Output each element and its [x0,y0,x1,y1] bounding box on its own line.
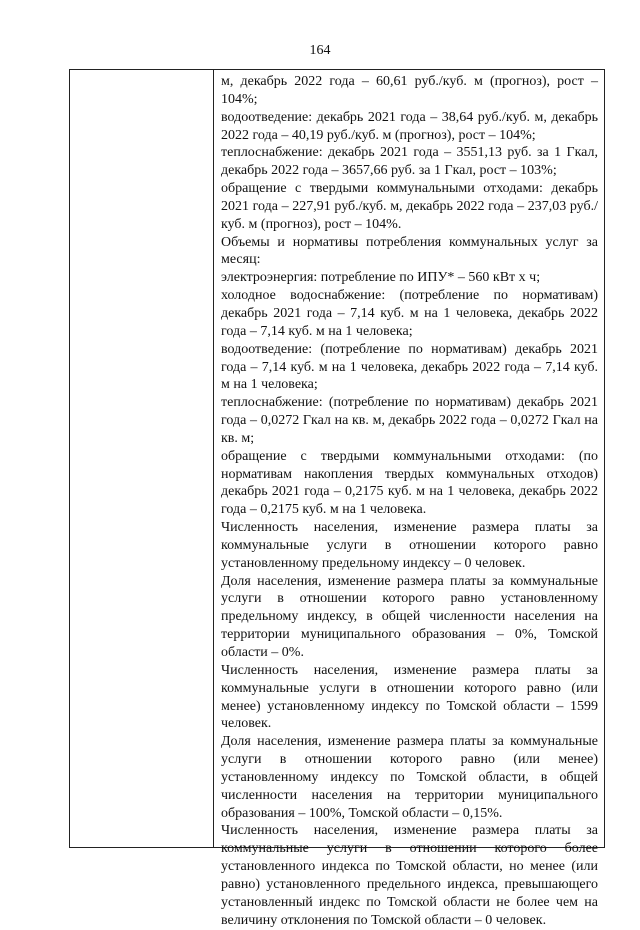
paragraph-heating-tariff: теплоснабжение: декабрь 2021 года – 3551,13 руб. за 1 Гкал, декабрь 2022 года – 3657,66 руб. за 1 Гкал, рост – 103%; [221,145,598,179]
paragraph-electricity-consumption: электроэнергия: потребление по ИПУ* – 560 кВт х ч; [221,270,541,286]
page-number: 164 [309,43,331,58]
paragraph-share-below-index: Доля населения, изменение размера платы за коммунальные услуги в отношении которого равно (или менее) установленному индексу по Томской области, в общей численности населения на территории муниципального образования – 100%, Томской области – 0,15%. [221,734,598,821]
paragraph-heating-consumption: теплоснабжение: (потребление по нормативам) декабрь 2021 года – 0,0272 Гкал на кв. м, декабрь 2022 года – 0,0272 Гкал на кв. м; [221,395,598,446]
table-right-cell [214,70,604,928]
paragraph-sewerage-tariff: водоотведение: декабрь 2021 года – 38,64 руб./куб. м, декабрь 2022 года – 40,19 руб./куб. м (прогноз), рост – 104%; [221,109,598,143]
table-left-cell [70,70,214,847]
paragraph-population-equal-limit: Численность населения, изменение размера платы за коммунальные услуги в отношении которого равно установленному предельному индексу – 0 человек. [221,520,598,571]
paragraph-sewerage-consumption: водоотведение: (потребление по нормативам) декабрь 2021 года – 7,14 куб. м на 1 человека, декабрь 2022 года – 7,14 куб. м на 1 человека; [221,341,598,393]
paragraph-consumption-heading: Объемы и нормативы потребления коммунальных услуг за месяц: [221,234,598,268]
paragraph-population-below-index: Численность населения, изменение размера платы за коммунальные услуги в отношении которого равно (или менее) установленному индексу по Томской области – 1599 человек. [221,662,598,732]
paragraph-population-above-index: Численность населения, изменение размера платы за коммунальные услуги в отношении которого более установленного индекса по Томской области, но менее (или равно) установленного предельного индекса, превышающего установленный индекс по Томской области не более чем на величину отклонения по Томской области – 0 человек. [221,823,598,928]
document-table [69,69,605,928]
paragraph-share-equal-limit: Доля населения, изменение размера платы за коммунальные услуги в отношении которого равно установленному предельному индексу, в общей численности населения на территории муниципального образования – 0%, Томской области – 0%. [221,573,598,660]
paragraph-cold-water-consumption: холодное водоснабжение: (потребление по нормативам) декабрь 2021 года – 7,14 куб. м на 1 человека, декабрь 2022 года – 7,14 куб. м на 1 человека; [221,288,598,339]
paragraph-waste-tariff: обращение с твердыми коммунальными отходами: декабрь 2021 года – 227,91 руб./куб. м, декабрь 2022 года – 237,03 руб./куб. м (прогноз), рост – 104%. [221,181,598,232]
paragraph-waste-consumption: обращение с твердыми коммунальными отходами: (по нормативам накопления твердых коммунальных отходов) декабрь 2021 года – 0,2175 куб. м на 1 человека, декабрь 2022 года – 0,2175 куб. м на 1 человека. [221,448,598,518]
paragraph-water-supply-tariff-end: м, декабрь 2022 года – 60,61 руб./куб. м (прогноз), рост – 104%; [221,74,598,107]
